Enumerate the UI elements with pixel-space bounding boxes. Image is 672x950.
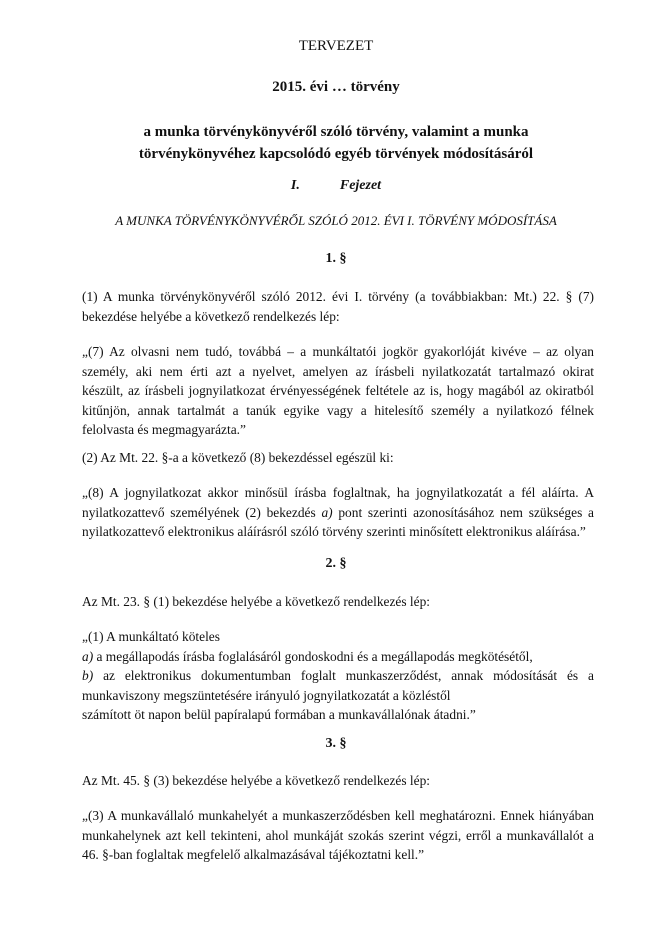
chapter-heading xyxy=(0,178,672,194)
text-run: nyilatkozattevő személyének (2) bekezdés xyxy=(82,504,322,520)
section-2-heading: 2. § xyxy=(325,556,347,571)
section-1-heading: 1. § xyxy=(325,251,347,266)
italic-point-label: b) xyxy=(82,668,94,683)
section-1-paragraph-2 xyxy=(82,448,594,468)
chapter-number: I. xyxy=(290,178,300,193)
text-run: az elektronikus dokumentumban foglalt munkaszerződést, annak módosítását és a xyxy=(93,668,594,683)
text-line: készült, az írásbeli jognyilatkozat érvényességének feltétele az is, hogy magából az okiratból xyxy=(82,383,594,398)
text-line xyxy=(82,503,594,523)
section-3-quote xyxy=(82,806,594,865)
text-line: kitűnjön, annak tartalmát a tanúk egyike vagy a hitelesítő személy a nyilatkozó félnek xyxy=(82,402,594,418)
text-line: „(1) A munkáltató köteles xyxy=(82,629,220,644)
section-3-heading: 3. § xyxy=(325,736,347,751)
section-3-paragraph-1 xyxy=(82,771,594,791)
text-line xyxy=(82,666,594,686)
italic-point-label: a) xyxy=(321,504,333,520)
text-line: felolvasta és megmagyarázta.” xyxy=(82,422,246,437)
law-subtitle xyxy=(0,121,672,165)
text-line: (2) Az Mt. 22. §-a a következő (8) bekezdéssel egészül ki: xyxy=(82,450,394,465)
text-run: pont szerinti azonosításához nem szükséges a xyxy=(332,504,594,520)
section-1-quote-2 xyxy=(82,483,594,542)
text-run: a megállapodás írásba foglalásáról gondoskodni és a megállapodás megkötésétől, xyxy=(93,648,533,664)
text-line: munkahelynek azt kell tekinteni, ahol munkáját szokás szerint végzi, erről a munkavállalót a xyxy=(82,827,594,843)
italic-point-label: a) xyxy=(82,648,94,664)
text-line: „(3) A munkavállaló munkahelyét a munkaszerződésben kell meghatározni. Ennek hiányában xyxy=(82,808,594,823)
document-title: TERVEZET xyxy=(298,38,374,54)
text-line: munkaviszony megszüntetésére irányuló jognyilatkozatát a közléstől xyxy=(82,687,451,703)
text-line: Az Mt. 23. § (1) bekezdése helyébe a következő rendelkezés lép: xyxy=(82,594,431,609)
law-year-line: 2015. évi … törvény xyxy=(272,79,400,95)
section-1-paragraph-1 xyxy=(82,287,594,326)
subtitle-line-1: a munka törvénykönyvéről szóló törvény, valamint a munka xyxy=(143,124,529,140)
section-2-quote xyxy=(82,627,594,725)
text-line: bekezdése helyébe a következő rendelkezés lép: xyxy=(82,308,340,324)
chapter-label: Fejezet xyxy=(339,178,382,193)
text-line: nyilatkozattevő elektronikus aláírásról szóló törvény szerinti minősített elektronikus aláírása.” xyxy=(82,524,586,539)
text-line: „(8) A jognyilatkozat akkor minősül írásba foglaltnak, ha jognyilatkozatát a fél aláírta. A xyxy=(82,485,594,500)
text-line: számított öt napon belül papíralapú formában a munkavállalónak átadni.” xyxy=(82,707,476,722)
chapter-title: A MUNKA TÖRVÉNYKÖNYVÉRŐL SZÓLÓ 2012. ÉVI I. TÖRVÉNY MÓDOSÍTÁSA xyxy=(115,213,557,228)
text-line xyxy=(82,647,594,667)
text-line: Az Mt. 45. § (3) bekezdése helyébe a következő rendelkezés lép: xyxy=(82,773,431,788)
section-2-paragraph-1 xyxy=(82,592,594,612)
text-line: személy, aki nem érti azt a nyelvet, amelyen az írásbeli nyilatkozatát tartalmazó okirat xyxy=(82,363,594,379)
subtitle-line-2: törvénykönyvéhez kapcsolódó egyéb törvények módosításáról xyxy=(138,146,534,162)
text-line: „(7) Az olvasni nem tudó, továbbá – a munkáltatói jogkör gyakorlóját kivéve – az olyan xyxy=(82,344,594,359)
text-line: (1) A munka törvénykönyvéről szóló 2012. évi I. törvény (a továbbiakban: Mt.) 22. § (7) xyxy=(82,289,594,304)
section-1-quote-1 xyxy=(82,342,594,440)
text-line: 46. §-ban foglaltak megfelelő alkalmazásával tájékoztatni kell.” xyxy=(82,847,425,862)
